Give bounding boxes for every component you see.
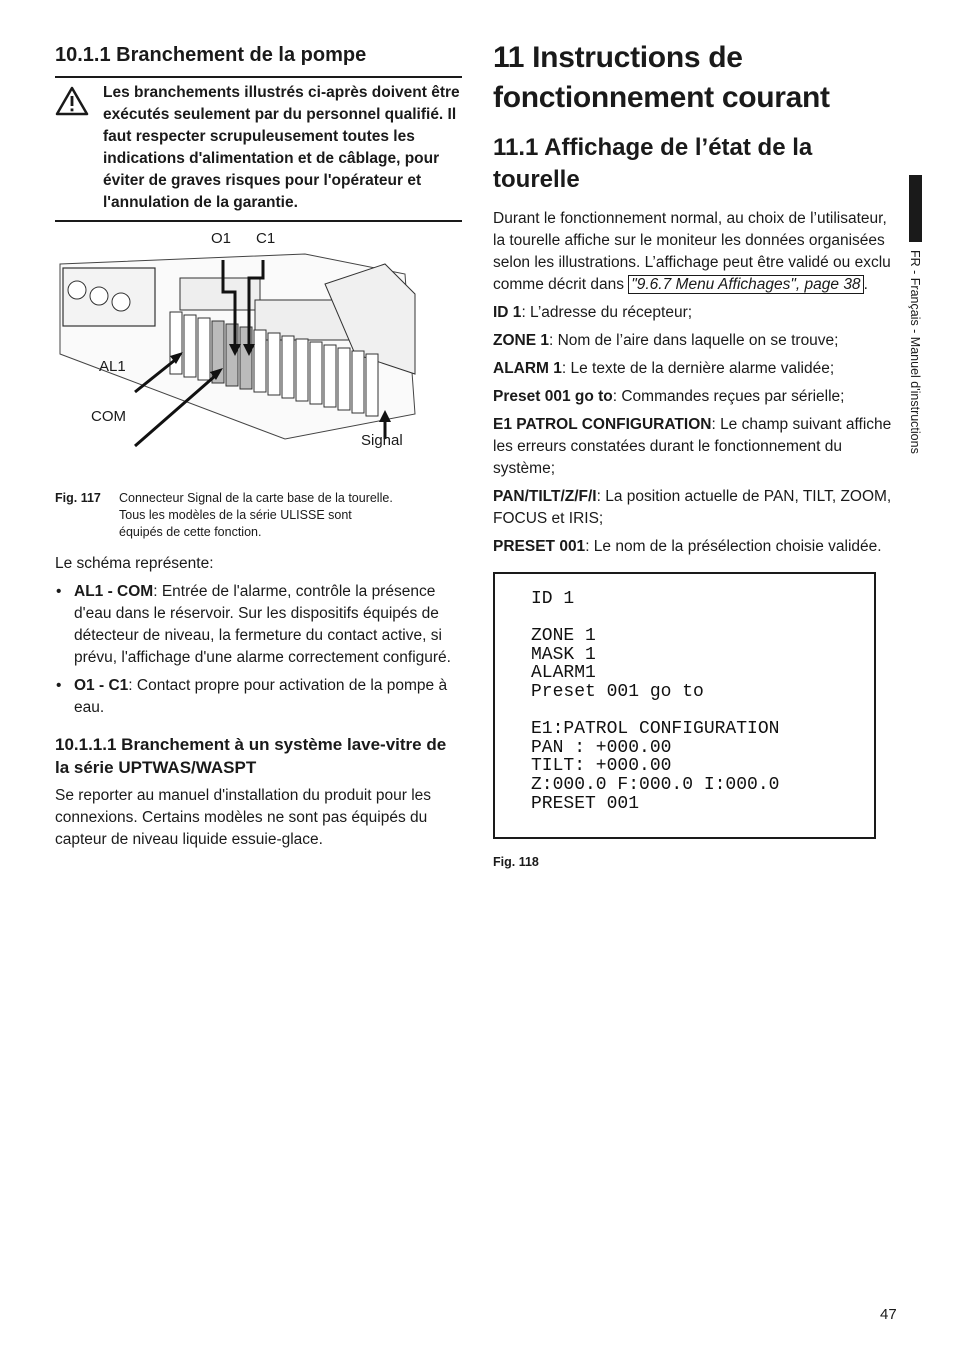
warning-box: [55, 76, 462, 222]
label-o1: O1: [211, 230, 232, 247]
chapter-title: 11 Instructions de fonctionnement courant: [493, 41, 830, 114]
screen-line: [531, 609, 779, 628]
label-al1: AL1: [99, 358, 126, 375]
screen-line: TILT: +000.00: [531, 756, 672, 777]
display-intro: Durant le fonctionnement normal, au choix de l’utilisateur, la tourelle affiche sur le moniteur les données organisées selon les illustrations. L’affichage peut être validé ou exclu comme décrit dans "9.6.7 Menu Affichages", page 38 .: [493, 210, 891, 293]
screen-line: PAN : +000.00: [531, 737, 672, 758]
section-title-pump: 10.1.1 Branchement de la pompe: [55, 44, 367, 66]
side-tab-marker: [909, 175, 922, 242]
left-column: [55, 42, 462, 851]
list-item: ID 1: L’adresse du récepteur;: [493, 304, 693, 321]
figure-117-caption: [55, 490, 462, 541]
label-c1: C1: [256, 230, 276, 247]
list-item: • AL1 - COM: Entrée de l'alarme, contrôle la présence d'eau dans le réservoir. Sur les dispositifs équipés de détecteur de niveau, la fermeture du contact active, si prévu, l'affichage d'une alarme correctement configuré.: [55, 581, 462, 669]
list-item: ZONE 1: Nom de l’aire dans laquelle on se trouve;: [493, 332, 839, 349]
page-number: 47: [880, 1306, 897, 1323]
list-item: Preset 001 go to: Commandes reçues par sérielle;: [493, 388, 845, 405]
list-item: ALARM 1: Le texte de la dernière alarme validée;: [493, 360, 835, 377]
bullet-list: [55, 581, 462, 719]
screen-line: ZONE 1: [531, 626, 596, 647]
screen-line: Preset 001 go to: [531, 681, 704, 702]
list-item: E1 PATROL CONFIGURATION: Le champ suivant affiche les erreurs constatées durant le fonctionnement du système;: [493, 416, 892, 477]
subsection-text: Se reporter au manuel d'installation du produit pour les connexions. Certains modèles ne sont pas équipés du capteur de niveau liquide essuie-glace.: [55, 787, 432, 848]
list-item: PRESET 001: Le nom de la présélection choisie validée.: [493, 538, 882, 555]
subsection-title: 10.1.1.1 Branchement à un système lave-vitre de la série UPTWAS/WASPT: [55, 735, 447, 777]
screen-lines: [531, 590, 779, 813]
warning-text: Les branchements illustrés ci-après doivent être exécutés seulement par du personnel qualifié. Il faut respecter scrupuleusement toutes les indications d'alimentation et de câblage, pour éviter de graves risques pour l'opérateur et l'annulation de la garantie.: [103, 84, 460, 211]
right-column: [493, 38, 895, 869]
label-signal: Signal: [361, 432, 403, 449]
screen-line: [531, 702, 779, 721]
screen-line: ALARM1: [531, 663, 596, 684]
label-com: COM: [91, 408, 126, 425]
screen-line: E1:PATROL CONFIGURATION: [531, 719, 780, 740]
list-item: PAN/TILT/Z/F/I: La position actuelle de PAN, TILT, ZOOM, FOCUS et IRIS;: [493, 488, 892, 527]
side-running-text: FR - Français - Manuel d'instructions: [908, 250, 922, 454]
schema-intro: Le schéma représente:: [55, 555, 214, 572]
screen-line: MASK 1: [531, 644, 596, 665]
screen-line: PRESET 001: [531, 793, 640, 814]
screen-line: Z:000.0 F:000.0 I:000.0: [531, 774, 780, 795]
section-title-display: 11.1 Affichage de l’état de la tourelle: [493, 134, 813, 193]
figure-117-connector: [55, 230, 462, 484]
fig-117-number: Fig. 117: [55, 491, 101, 505]
warning-triangle-icon: [55, 82, 89, 214]
figure-118-label: Fig. 118: [493, 855, 539, 869]
screen-line: ID 1: [531, 589, 575, 609]
link-menu-affichages[interactable]: "9.6.7 Menu Affichages", page 38: [628, 275, 863, 294]
monitor-screen-figure: [493, 572, 876, 839]
list-item: • O1 - C1: Contact propre pour activation de la pompe à eau.: [55, 675, 462, 719]
fig-117-text: Connecteur Signal de la carte base de la tourelle. Tous les modèles de la série ULISSE sont équipés de cette fonction.: [119, 491, 393, 539]
